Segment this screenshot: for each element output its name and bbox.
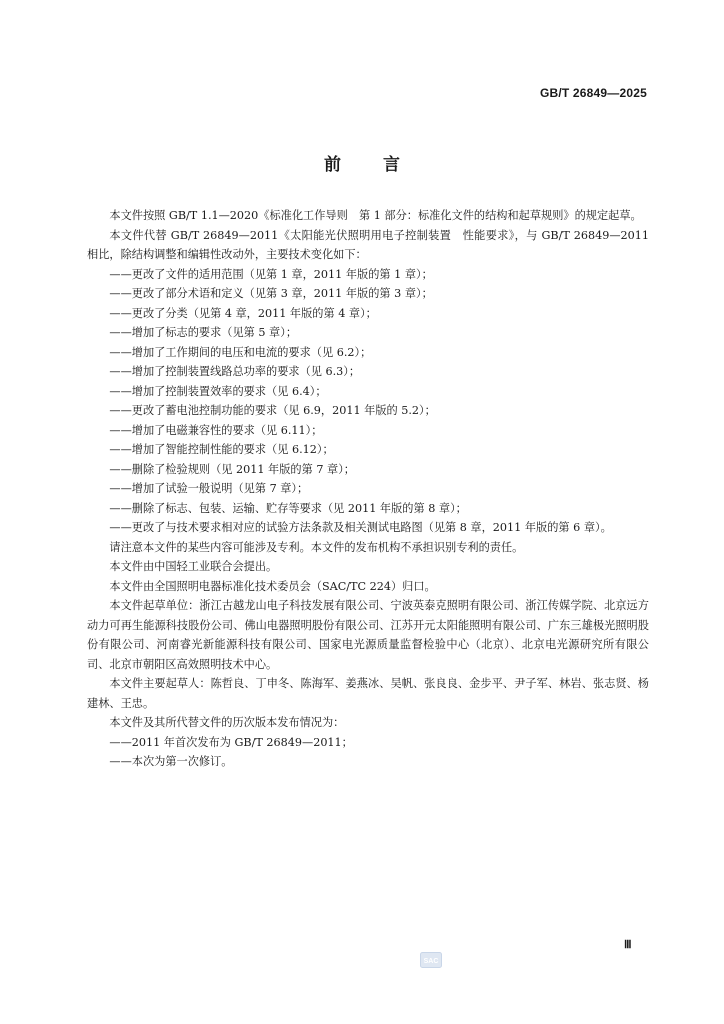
foreword-body: [87, 206, 649, 772]
change-item: ——删除了标志、包装、运输、贮存等要求（见 2011 年版的第 8 章）；: [109, 501, 467, 515]
history-item: ——2011 年首次发布为 GB/T 26849—2011；: [109, 735, 353, 749]
standard-code: GB/T 26849—2025: [539, 86, 647, 100]
change-item: ——增加了智能控制性能的要求（见 6.12）；: [109, 443, 334, 456]
change-item: ——删除了检验规则（见 2011 年版的第 7 章）；: [109, 462, 355, 476]
change-item: ——增加了控制装置线路总功率的要求（见 6.3）；: [109, 365, 361, 378]
change-item: ——更改了文件的适用范围（见第 1 章，2011 年版的第 1 章）；: [109, 267, 433, 281]
title-char: 前: [324, 155, 341, 175]
page-number: Ⅲ: [624, 939, 632, 951]
change-item: ——增加了电磁兼容性的要求（见 6.11）；: [109, 423, 323, 437]
change-item: ——更改了分类（见第 4 章，2011 年版的第 4 章）；: [109, 306, 377, 320]
sac-logo: [420, 952, 442, 968]
page-title: [0, 150, 724, 175]
paragraph: 本文件起草单位：浙江古越龙山电子科技发展有限公司、宁波英泰克照明有限公司、浙江传媒学院、北京远方动力可再生能源科技股份公司、佛山电器照明股份有限公司、江苏开元太阳能照明有限公司、广东三雄极光照明股份有限公司、河南睿光新能源科技有限公司、国家电光源质量监督检验中心（北京）、北京电光源研究所有限公司、北京市朝阳区高效照明技术中心。: [87, 599, 649, 671]
paragraph: 本文件主要起草人：陈哲良、丁申冬、陈海军、姜燕冰、吴帆、张良良、金步平、尹子军、林岩、张志贤、杨建林、王忠。: [87, 677, 649, 710]
change-item: ——增加了工作期间的电压和电流的要求（见 6.2）；: [109, 345, 372, 359]
paragraph: 本文件由全国照明电器标准化技术委员会（SAC/TC 224）归口。: [109, 579, 436, 593]
paragraph: 本文件按照 GB/T 1.1—2020《标准化工作导则 第 1 部分：标准化文件的结构和起草规则》的规定起草。: [109, 209, 642, 222]
change-item: ——更改了部分术语和定义（见第 3 章，2011 年版的第 3 章）；: [109, 287, 433, 300]
logo-text: SAC: [423, 958, 439, 965]
paragraph: 本文件及其所代替文件的历次版本发布情况为：: [109, 716, 345, 729]
change-item: ——增加了标志的要求（见第 5 章）；: [109, 326, 298, 339]
change-item: ——增加了控制装置效率的要求（见 6.4）；: [109, 384, 327, 398]
title-char: 言: [383, 155, 400, 175]
paragraph: 本文件代替 GB/T 26849—2011《太阳能光伏照明用电子控制装置 性能要求》，与 GB/T 26849—2011 相比，除结构调整和编辑性改动外，主要技术变化如下：: [87, 228, 649, 261]
change-item: ——更改了与技术要求相对应的试验方法条款及相关测试电路图（见第 8 章，2011 年版的第 6 章）。: [109, 521, 612, 534]
history-item: ——本次为第一次修订。: [109, 755, 233, 768]
change-item: ——增加了试验一般说明（见第 7 章）；: [109, 482, 309, 495]
paragraph: 本文件由中国轻工业联合会提出。: [109, 560, 278, 573]
change-item: ——更改了蓄电池控制功能的要求（见 6.9，2011 年版的 5.2）；: [109, 404, 436, 417]
paragraph: 请注意本文件的某些内容可能涉及专利。本文件的发布机构不承担识别专利的责任。: [109, 540, 524, 554]
